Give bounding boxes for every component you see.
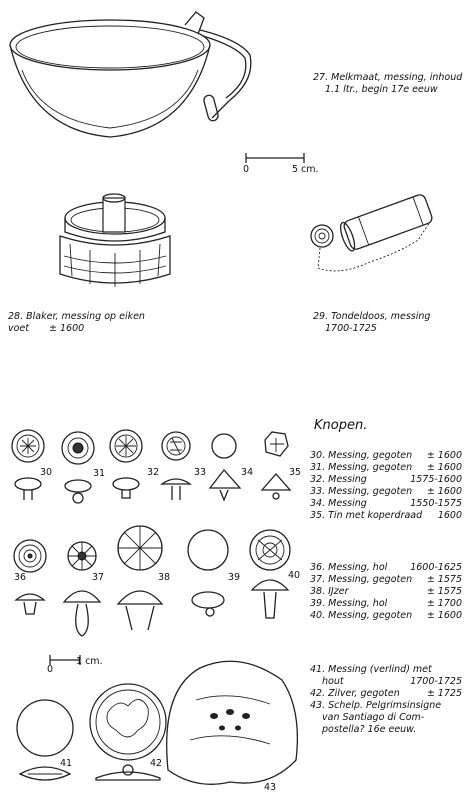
scale-bar-5cm: [246, 153, 304, 163]
list-item: 31. Messing, gegoten ± 1600: [310, 462, 462, 473]
figure-number: 37: [92, 572, 105, 583]
list-item: 36. Messing, hol 1600-1625: [310, 562, 462, 573]
figure-number: 31: [93, 468, 106, 479]
caption-27-line1: 27. Melkmaat, messing, inhoud: [313, 72, 463, 83]
figure-number: 35: [289, 467, 302, 478]
list-item: 32. Messing 1575-1600: [310, 474, 462, 485]
scale2-zero: 0: [47, 664, 54, 675]
figure-number: 40: [288, 570, 301, 581]
figure-number: 42: [150, 758, 163, 769]
caption-41-line2: hout 1700-1725: [322, 676, 462, 687]
caption-42: 42. Zilver, gegoten ± 1725: [310, 688, 462, 699]
list-item: 30. Messing, gegoten ± 1600: [310, 450, 462, 461]
tinder-box-drawing: [311, 193, 434, 271]
buttons-b-list: [310, 562, 462, 622]
figure-number: 39: [228, 572, 241, 583]
caption-28: [8, 311, 145, 335]
list-item: 34. Messing 1550-1575: [310, 498, 462, 509]
caption-41-43: [310, 664, 462, 736]
list-item: 39. Messing, hol ± 1700: [310, 598, 462, 609]
candle-holder-drawing: [60, 194, 170, 287]
caption-43-line2: van Santiago di Com-: [322, 712, 425, 723]
figure-number: 41: [60, 758, 73, 769]
figure-number: 38: [158, 572, 171, 583]
caption-41-line1: 41. Messing (verlind) met: [310, 664, 432, 675]
figure-number: 33: [194, 467, 207, 478]
list-item: 33. Messing, gegoten ± 1600: [310, 486, 462, 497]
caption-29-line1: 29. Tondeldoos, messing: [313, 311, 431, 322]
caption-28-line2b: ± 1600: [49, 323, 85, 334]
caption-28-line1: 28. Blaker, messing op eiken: [8, 311, 145, 322]
milk-measure-drawing: [10, 12, 251, 137]
caption-29: [313, 311, 430, 335]
list-item: 38. IJzer ± 1575: [310, 586, 462, 597]
list-item: 35. Tin met koperdraad 1600: [310, 510, 462, 521]
buttons-a-list: [310, 450, 462, 522]
scale-end: 5 cm.: [292, 164, 319, 175]
knopen-heading: Knopen.: [314, 418, 368, 433]
caption-43-line3: postella? 16e eeuw.: [322, 724, 417, 735]
scale2-end: 1 cm.: [76, 656, 103, 667]
list-item: 37. Messing, gegoten ± 1575: [310, 574, 462, 585]
scale-zero: 0: [243, 164, 250, 175]
caption-27-line2: 1.1 ltr., begin 17e eeuw: [325, 84, 438, 95]
figure-number: 36: [14, 572, 27, 583]
figure-number: 32: [147, 467, 160, 478]
figure-number: 34: [241, 467, 254, 478]
caption-27: [313, 72, 462, 96]
list-item: 40. Messing, gegoten ± 1600: [310, 610, 462, 621]
figure-number: 43: [264, 782, 277, 793]
buttons-row-2: [14, 526, 290, 636]
caption-43-line1: 43. Schelp. Pelgrimsinsigne: [310, 700, 442, 711]
caption-29-line2: 1700-1725: [325, 323, 377, 334]
caption-28-line2a: voet: [8, 323, 30, 334]
figure-number: 30: [40, 467, 53, 478]
